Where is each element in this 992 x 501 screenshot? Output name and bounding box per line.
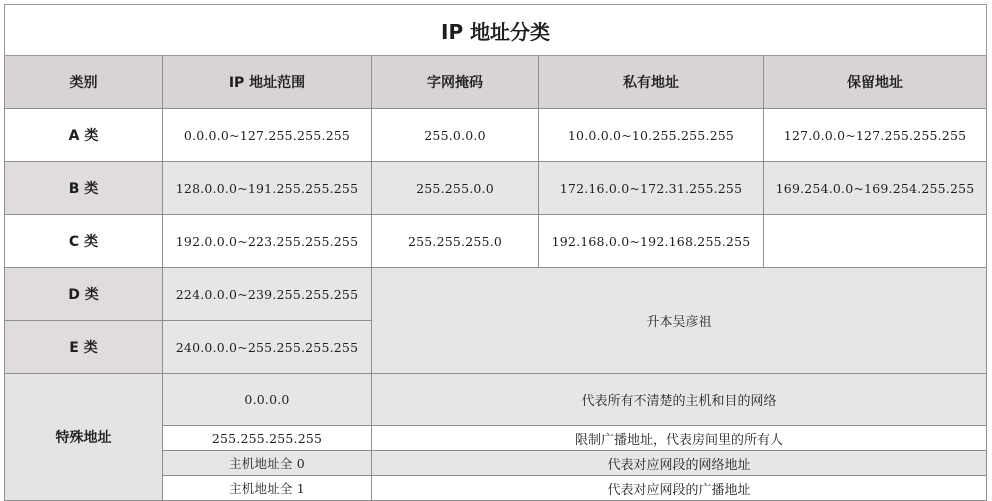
ip-class-table	[4, 4, 987, 501]
table-row-class-d	[5, 268, 987, 321]
class-b-reserved: 169.254.0.0~169.254.255.255	[764, 162, 987, 215]
header-ip-range: IP 地址范围	[163, 56, 372, 109]
header-private-address: 私有地址	[539, 56, 764, 109]
class-a-mask: 255.0.0.0	[372, 109, 539, 162]
ip-class-table-frame	[4, 4, 986, 496]
header-row	[5, 56, 987, 109]
special-meaning-0: 代表所有不清楚的主机和目的网络	[372, 374, 987, 426]
class-b-mask: 255.255.0.0	[372, 162, 539, 215]
class-e-label: E 类	[5, 321, 163, 374]
header-reserved-address: 保留地址	[764, 56, 987, 109]
de-merged-note: 升本吴彦祖	[372, 268, 987, 374]
special-meaning-1: 限制广播地址，代表房间里的所有人	[372, 426, 987, 451]
header-category: 类别	[5, 56, 163, 109]
class-c-range: 192.0.0.0~223.255.255.255	[163, 215, 372, 268]
table-row-class-b	[5, 162, 987, 215]
class-e-range: 240.0.0.0~255.255.255.255	[163, 321, 372, 374]
class-d-range: 224.0.0.0~239.255.255.255	[163, 268, 372, 321]
special-meaning-2: 代表对应网段的网络地址	[372, 451, 987, 476]
class-c-mask: 255.255.255.0	[372, 215, 539, 268]
special-meaning-3: 代表对应网段的广播地址	[372, 476, 987, 501]
class-c-reserved	[764, 215, 987, 268]
class-a-label: A 类	[5, 109, 163, 162]
special-address-2: 主机地址全 0	[163, 451, 372, 476]
class-a-range: 0.0.0.0~127.255.255.255	[163, 109, 372, 162]
class-b-range: 128.0.0.0~191.255.255.255	[163, 162, 372, 215]
class-a-reserved: 127.0.0.0~127.255.255.255	[764, 109, 987, 162]
table-row-special-0	[5, 374, 987, 426]
special-address-0: 0.0.0.0	[163, 374, 372, 426]
class-c-private: 192.168.0.0~192.168.255.255	[539, 215, 764, 268]
header-subnet-mask: 字网掩码	[372, 56, 539, 109]
table-row-class-a	[5, 109, 987, 162]
special-address-label: 特殊地址	[5, 374, 163, 501]
class-b-label: B 类	[5, 162, 163, 215]
class-a-private: 10.0.0.0~10.255.255.255	[539, 109, 764, 162]
special-address-1: 255.255.255.255	[163, 426, 372, 451]
title-row	[5, 5, 987, 56]
table-row-class-c	[5, 215, 987, 268]
class-d-label: D 类	[5, 268, 163, 321]
special-address-3: 主机地址全 1	[163, 476, 372, 501]
class-c-label: C 类	[5, 215, 163, 268]
table-title: IP 地址分类	[5, 5, 987, 56]
class-b-private: 172.16.0.0~172.31.255.255	[539, 162, 764, 215]
